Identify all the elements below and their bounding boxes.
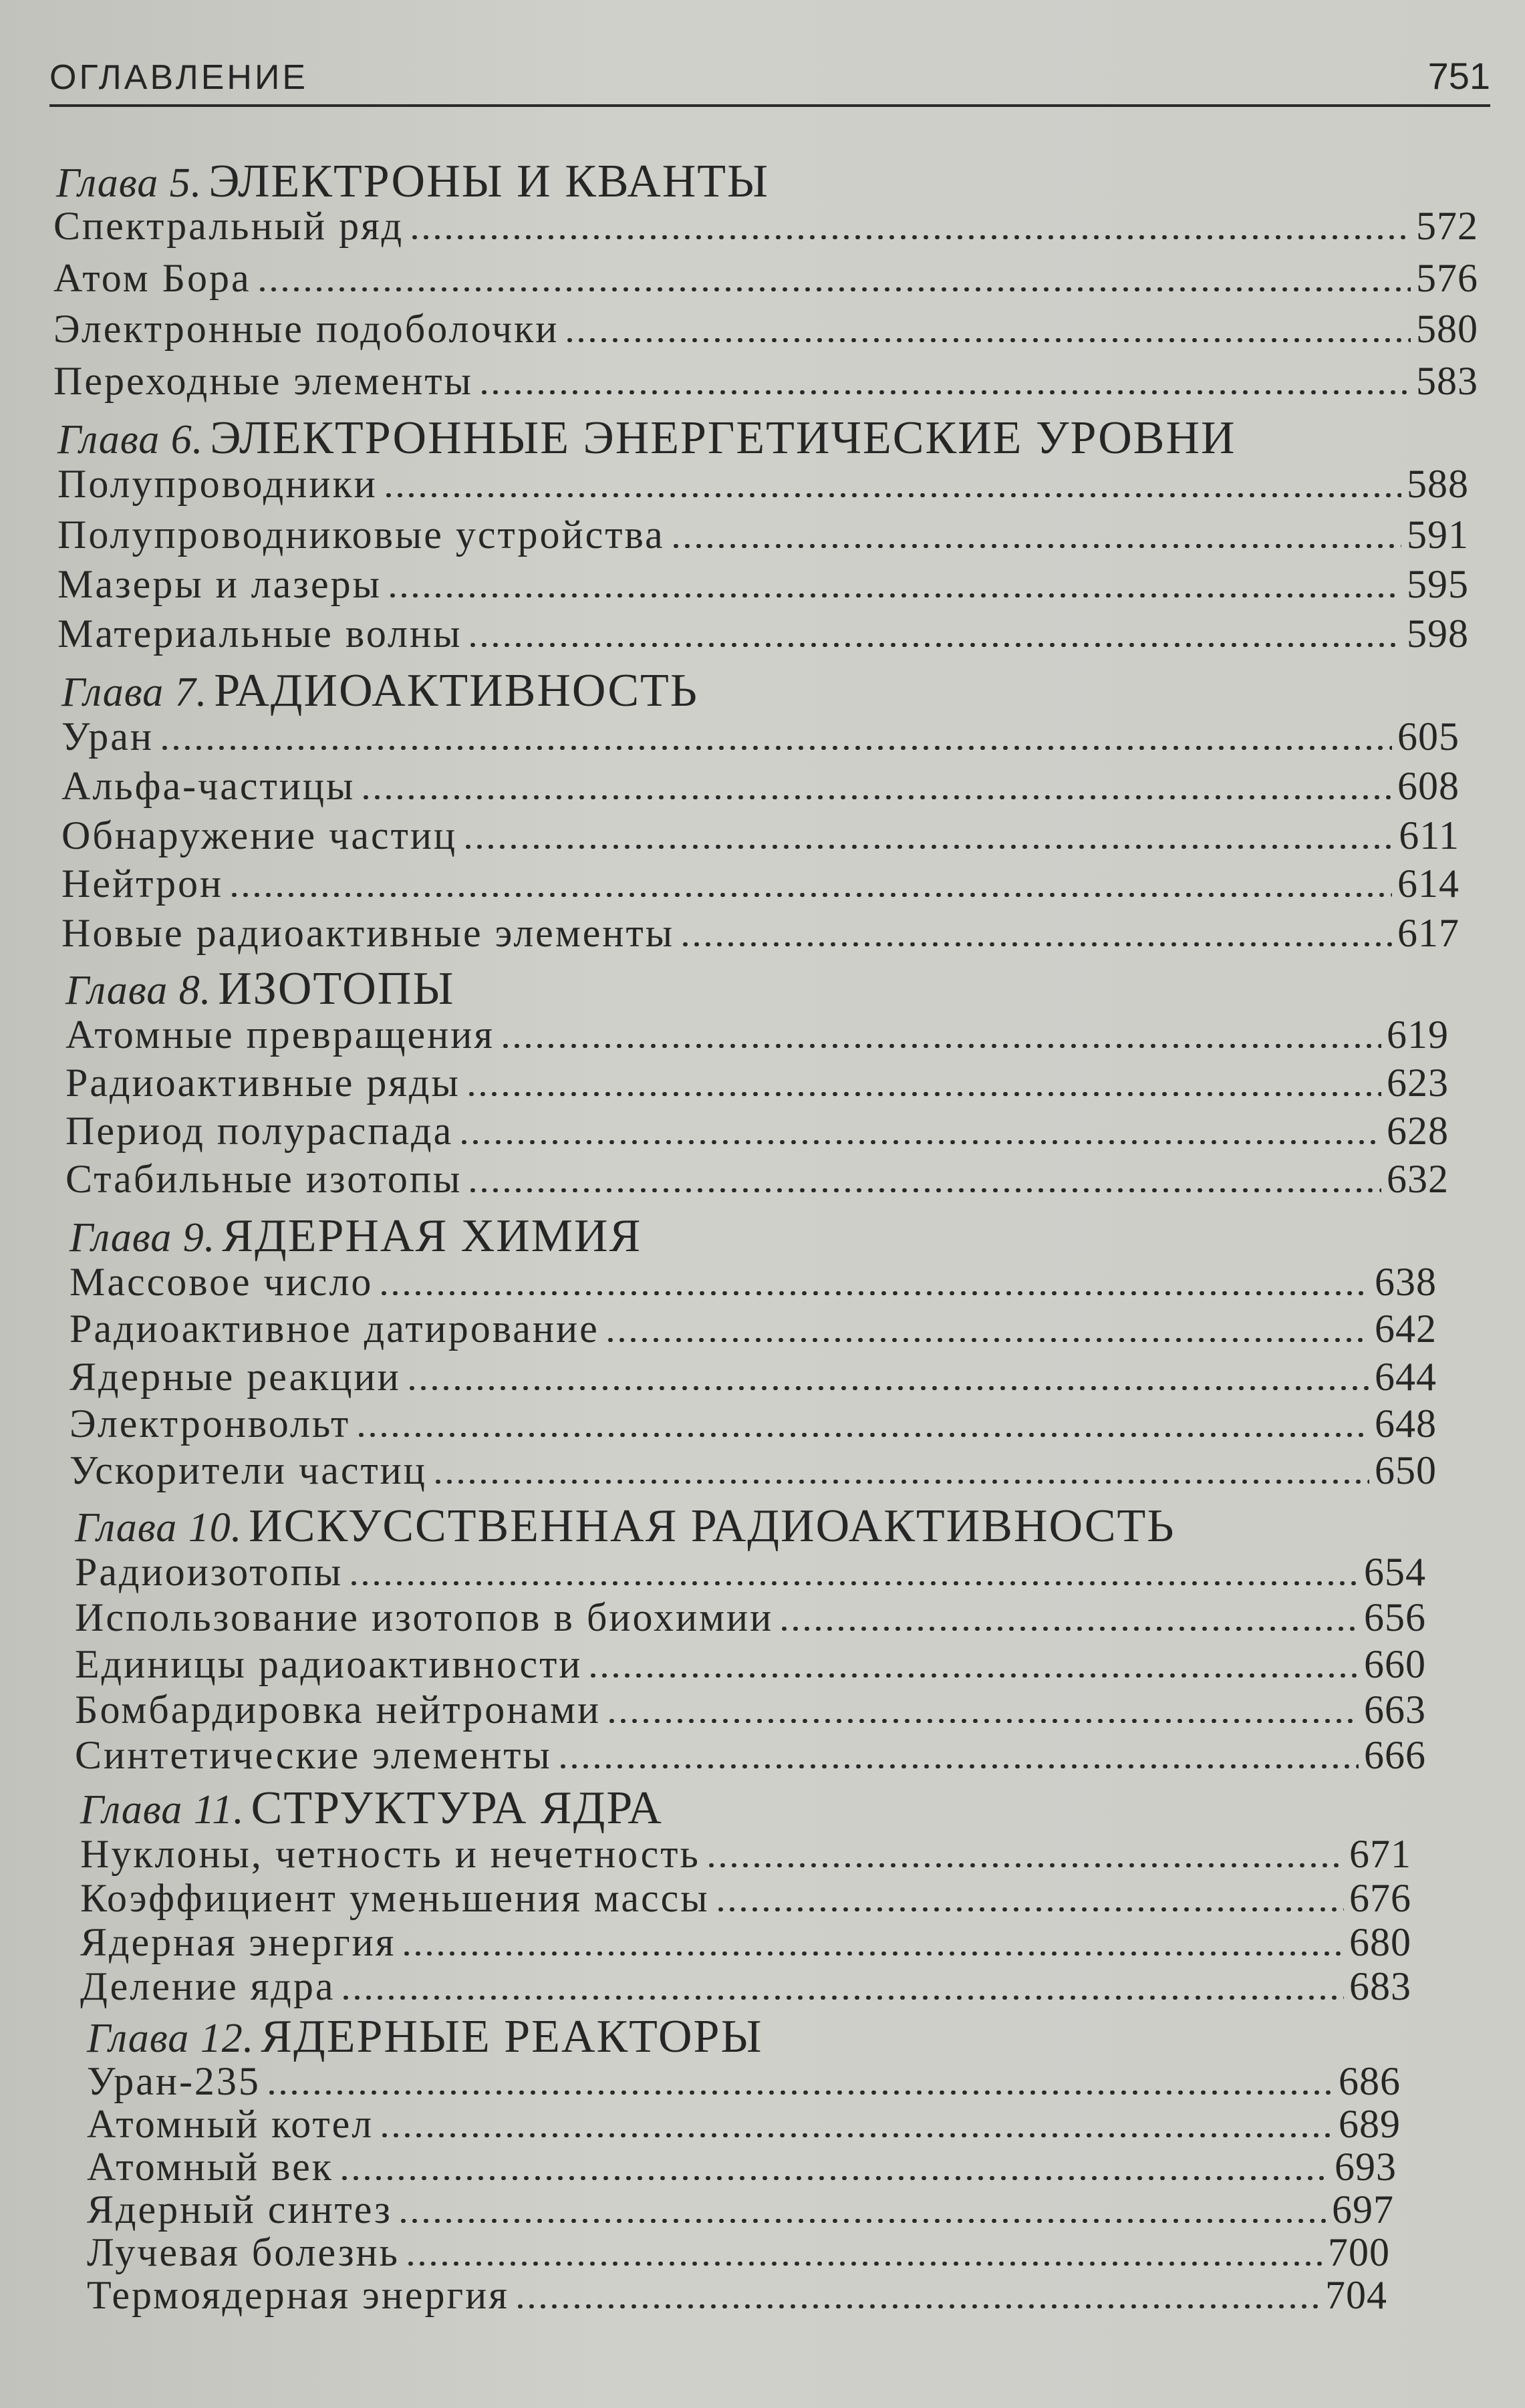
dot-leader	[670, 544, 1401, 548]
entry-title: Спектральный ряд	[53, 204, 404, 248]
toc-entry[interactable]	[70, 1401, 1437, 1447]
entry-page-number: 583	[1416, 359, 1478, 403]
dot-leader	[467, 643, 1401, 647]
entry-page-number: 686	[1339, 2059, 1401, 2103]
entry-title: Массовое число	[70, 1260, 374, 1304]
page-header	[49, 43, 1490, 107]
toc-entry[interactable]	[87, 2272, 1387, 2318]
entry-page-number: 617	[1397, 911, 1460, 955]
entry-page-number: 654	[1364, 1550, 1426, 1594]
toc-entry[interactable]	[57, 561, 1469, 608]
toc-entry[interactable]	[61, 910, 1460, 956]
entry-page-number: 611	[1399, 813, 1460, 857]
dot-leader	[606, 1719, 1359, 1723]
chapter-title: ЯДЕРНЫЕ РЕАКТОРЫ	[261, 2011, 763, 2062]
entry-page-number: 700	[1328, 2230, 1390, 2274]
toc-entry[interactable]	[75, 1549, 1426, 1595]
dot-leader	[159, 746, 1392, 750]
entry-title: Ядерный синтез	[87, 2187, 392, 2232]
entry-page-number: 660	[1364, 1642, 1426, 1686]
dot-leader	[378, 1291, 1369, 1295]
dot-leader	[467, 1188, 1381, 1192]
chapter-heading	[56, 155, 769, 209]
dot-leader	[266, 2091, 1333, 2095]
dot-leader	[715, 1907, 1344, 1911]
entry-page-number: 595	[1407, 562, 1469, 606]
chapter-heading	[80, 1782, 663, 1835]
entry-page-number: 576	[1416, 256, 1478, 300]
chapter-label: Глава 11.	[80, 1787, 245, 1833]
chapter-heading	[75, 1500, 1175, 1553]
toc-entry[interactable]	[65, 1012, 1449, 1058]
toc-entry[interactable]	[57, 512, 1469, 558]
entry-title: Новые радиоактивные элементы	[61, 911, 675, 955]
entry-title: Деление ядра	[80, 1964, 335, 2008]
dot-leader	[564, 338, 1411, 342]
toc-entry[interactable]	[70, 1306, 1437, 1352]
dot-leader	[779, 1627, 1359, 1631]
entry-title: Уран	[61, 714, 154, 759]
entry-title: Электронвольт	[70, 1401, 351, 1446]
entry-title: Использование изотопов в биохимии	[75, 1595, 774, 1639]
entry-page-number: 693	[1335, 2145, 1397, 2189]
toc-entry[interactable]	[80, 1964, 1411, 2010]
chapter-heading	[70, 1210, 642, 1263]
entry-page-number: 598	[1407, 612, 1469, 656]
chapter-label: Глава 5.	[56, 160, 202, 206]
entry-title: Бомбардировка нейтронами	[75, 1688, 601, 1732]
entry-page-number: 697	[1332, 2187, 1394, 2232]
entry-title: Атомный котел	[87, 2102, 374, 2146]
dot-leader	[405, 2262, 1323, 2266]
entry-page-number: 644	[1375, 1355, 1437, 1399]
dot-leader	[458, 1140, 1381, 1144]
toc-entry[interactable]	[65, 1060, 1449, 1106]
entry-title: Коэффициент уменьшения массы	[80, 1876, 710, 1920]
entry-title: Обнаружение частиц	[61, 813, 458, 857]
chapter-label: Глава 8.	[65, 968, 212, 1013]
toc-entry[interactable]	[87, 2187, 1394, 2233]
entry-page-number: 650	[1375, 1448, 1437, 1492]
toc-entry[interactable]	[80, 1919, 1411, 1966]
dot-leader	[379, 2133, 1333, 2137]
dot-leader	[348, 1581, 1359, 1585]
entry-page-number: 683	[1349, 1964, 1411, 2008]
entry-page-number: 648	[1375, 1401, 1437, 1446]
header-title: ОГЛАВЛЕНИЕ	[49, 58, 309, 97]
dot-leader	[257, 287, 1411, 291]
toc-entry[interactable]	[65, 1156, 1449, 1202]
entry-page-number: 689	[1339, 2102, 1401, 2146]
chapter-label: Глава 7.	[61, 670, 208, 715]
entry-title: Атомный век	[87, 2145, 333, 2189]
entry-title: Атомные превращения	[65, 1013, 495, 1057]
entry-title: Синтетические элементы	[75, 1733, 552, 1777]
dot-leader	[360, 795, 1392, 799]
chapter-title: РАДИОАКТИВНОСТЬ	[214, 665, 698, 716]
entry-page-number: 671	[1349, 1832, 1411, 1876]
entry-title: Переходные элементы	[53, 359, 473, 403]
toc-entry[interactable]	[87, 2058, 1401, 2105]
entry-page-number: 704	[1325, 2273, 1387, 2317]
entry-title: Альфа-частицы	[61, 764, 356, 808]
entry-title: Ядерные реакции	[70, 1355, 401, 1399]
entry-page-number: 608	[1397, 764, 1460, 808]
chapter-title: ИЗОТОПЫ	[218, 963, 455, 1015]
toc-entry[interactable]	[87, 2144, 1397, 2190]
toc-entry[interactable]	[70, 1354, 1437, 1400]
entry-title: Материальные волны	[57, 612, 462, 656]
entry-page-number: 628	[1387, 1109, 1449, 1153]
entry-title: Уран-235	[87, 2059, 261, 2103]
entry-title: Атом Бора	[53, 256, 251, 300]
entry-page-number: 623	[1387, 1061, 1449, 1105]
dot-leader	[605, 1338, 1369, 1342]
dot-leader	[706, 1863, 1344, 1867]
entry-title: Ускорители частиц	[70, 1448, 427, 1492]
entry-page-number: 666	[1364, 1733, 1426, 1777]
entry-title: Термоядерная энергия	[87, 2273, 509, 2317]
chapter-heading	[61, 664, 698, 718]
toc-entry[interactable]	[80, 1831, 1411, 1877]
dot-leader	[466, 1092, 1381, 1096]
entry-page-number: 588	[1407, 462, 1469, 506]
dot-leader	[383, 493, 1401, 497]
dot-leader	[409, 235, 1411, 239]
entry-page-number: 614	[1397, 861, 1460, 906]
chapter-label: Глава 10.	[75, 1505, 243, 1551]
entry-title: Полупроводниковые устройства	[57, 513, 665, 557]
entry-title: Нейтрон	[61, 861, 224, 906]
toc-entry[interactable]	[57, 461, 1469, 507]
toc-entry[interactable]	[61, 813, 1460, 859]
toc-entry[interactable]	[53, 358, 1478, 404]
chapter-label: Глава 9.	[70, 1215, 216, 1260]
chapter-heading	[57, 412, 1236, 465]
entry-page-number: 572	[1416, 204, 1478, 248]
toc-entry[interactable]	[75, 1641, 1426, 1688]
dot-leader	[229, 893, 1392, 897]
entry-title: Период полураспада	[65, 1109, 454, 1153]
toc-entry[interactable]	[80, 1875, 1411, 1921]
toc-entry[interactable]	[75, 1732, 1426, 1778]
chapter-heading	[65, 962, 454, 1016]
chapter-title: СТРУКТУРА ЯДРА	[251, 1782, 663, 1834]
entry-page-number: 591	[1407, 513, 1469, 557]
dot-leader	[500, 1044, 1381, 1048]
toc-entry[interactable]	[70, 1448, 1437, 1494]
entry-title: Ядерная энергия	[80, 1920, 396, 1964]
dot-leader	[406, 1386, 1369, 1390]
chapter-title: ИСКУССТВЕННАЯ РАДИОАКТИВНОСТЬ	[249, 1500, 1175, 1552]
entry-page-number: 676	[1349, 1876, 1411, 1920]
entry-title: Лучевая болезнь	[87, 2230, 400, 2274]
dot-leader	[680, 942, 1392, 946]
toc-entry[interactable]	[65, 1108, 1449, 1154]
toc-entry[interactable]	[61, 714, 1460, 760]
entry-title: Радиоактивные ряды	[65, 1061, 460, 1105]
entry-title: Радиоизотопы	[75, 1550, 343, 1594]
dot-leader	[432, 1480, 1369, 1484]
chapter-label: Глава 12.	[87, 2016, 255, 2061]
entry-page-number: 619	[1387, 1013, 1449, 1057]
entry-page-number: 605	[1397, 714, 1460, 759]
dot-leader	[478, 390, 1411, 394]
entry-page-number: 663	[1364, 1688, 1426, 1732]
entry-page-number: 656	[1364, 1595, 1426, 1639]
entry-title: Единицы радиоактивности	[75, 1642, 583, 1686]
dot-leader	[398, 2219, 1327, 2223]
dot-leader	[387, 593, 1401, 597]
dot-leader	[339, 2176, 1329, 2180]
dot-leader	[515, 2304, 1320, 2308]
dot-leader	[587, 1674, 1359, 1678]
toc-entry[interactable]	[61, 763, 1460, 809]
toc-entry[interactable]	[53, 255, 1478, 301]
chapter-heading	[87, 2010, 763, 2064]
entry-page-number: 632	[1387, 1157, 1449, 1201]
entry-page-number: 580	[1416, 307, 1478, 351]
toc-entry[interactable]	[70, 1259, 1437, 1305]
toc-entry[interactable]	[87, 2230, 1390, 2276]
header-page-number: 751	[1427, 55, 1490, 97]
chapter-title: ЯДЕРНАЯ ХИМИЯ	[222, 1210, 642, 1262]
entry-title: Полупроводники	[57, 462, 378, 506]
dot-leader	[356, 1433, 1369, 1437]
chapter-label: Глава 6.	[57, 417, 204, 462]
toc-entry[interactable]	[57, 611, 1469, 657]
dot-leader	[340, 1996, 1344, 2000]
entry-title: Электронные подоболочки	[53, 307, 559, 351]
entry-title: Радиоактивное датирование	[70, 1307, 599, 1351]
dot-leader	[557, 1764, 1359, 1768]
chapter-title: ЭЛЕКТРОНЫ И КВАНТЫ	[209, 156, 770, 207]
entry-page-number: 642	[1375, 1307, 1437, 1351]
entry-title: Нуклоны, четность и нечетность	[80, 1832, 700, 1876]
toc-entry[interactable]	[53, 203, 1478, 249]
entry-title: Стабильные изотопы	[65, 1157, 462, 1201]
entry-page-number: 680	[1349, 1920, 1411, 1964]
toc-entry[interactable]	[75, 1595, 1426, 1641]
chapter-title: ЭЛЕКТРОННЫЕ ЭНЕРГЕТИЧЕСКИЕ УРОВНИ	[210, 412, 1236, 464]
toc-entry[interactable]	[61, 861, 1460, 907]
toc-entry[interactable]	[87, 2101, 1401, 2147]
toc-entry[interactable]	[75, 1687, 1426, 1733]
dot-leader	[401, 1952, 1344, 1956]
entry-title: Мазеры и лазеры	[57, 562, 382, 606]
dot-leader	[462, 845, 1393, 849]
toc-entry[interactable]	[53, 306, 1478, 352]
entry-page-number: 638	[1375, 1260, 1437, 1304]
